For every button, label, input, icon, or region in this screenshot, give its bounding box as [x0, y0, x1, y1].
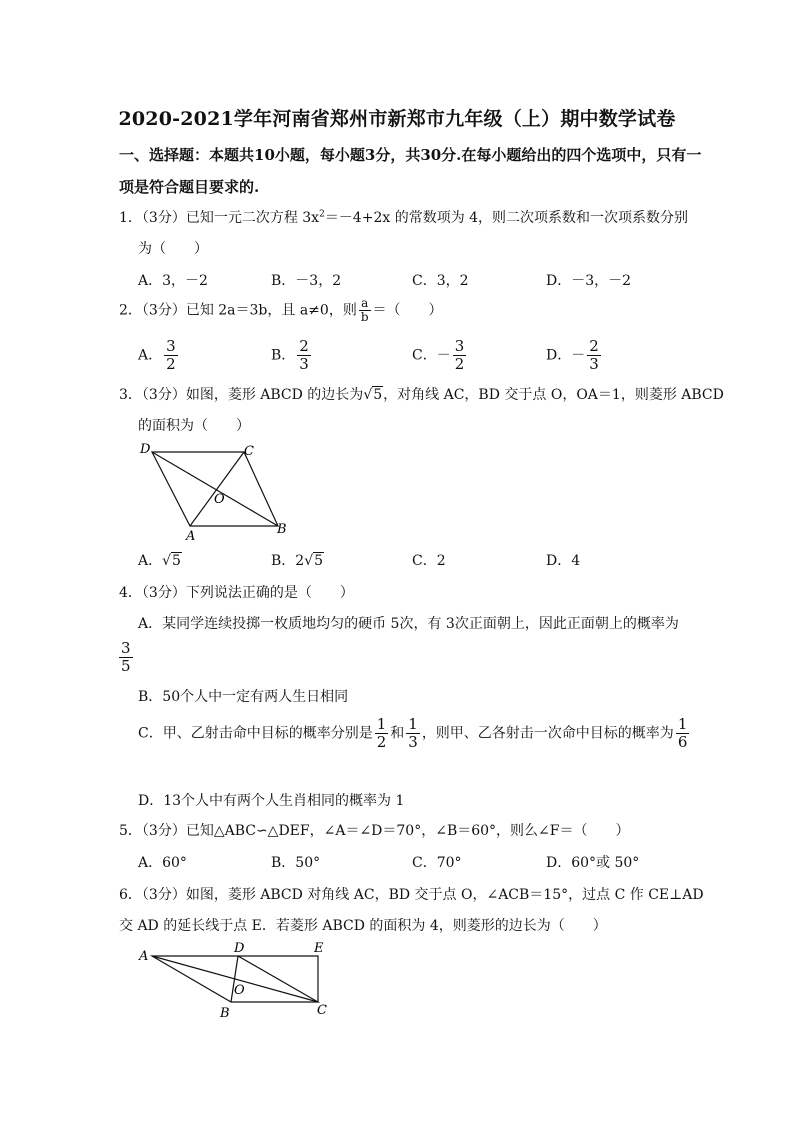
question-6-stem: 6．（3分）如图，菱形 ABCD 对角线 AC，BD 交于点 O，∠ACB＝15°，过点 C 作 CE⊥AD: [119, 887, 704, 903]
page-title: 2020-2021学年河南省郑州市新郑市九年级（上）期中数学试卷: [118, 108, 676, 130]
label-e: E: [314, 941, 324, 956]
question-1-option-b: B．－3，2: [271, 273, 342, 289]
question-4-option-b: B．50个人中一定有两人生日相同: [138, 689, 349, 705]
question-3-option-d: D．4: [546, 553, 581, 569]
label-o: O: [234, 983, 245, 998]
question-2-stem: 2．（3分）已知 2a＝3b，且 a≠0，则 $\frac{a}{b}$ ＝（ ）: [119, 296, 443, 324]
diagonal-ca: [190, 452, 244, 526]
question-3-stem: 3．（3分）如图，菱形 ABCD 的边长为√5，对角线 AC，BD 交于点 O，OA＝1，则菱形 ABCD: [119, 387, 724, 403]
question-3-option-a: A．√5: [138, 553, 181, 569]
label-c: C: [317, 1003, 327, 1018]
question-5-option-b: B．50°: [271, 855, 321, 871]
question-4-option-d: D．13个人中有两个人生肖相同的概率为 1: [138, 793, 405, 809]
question-1-option-d: D．－3，－2: [546, 273, 632, 289]
question-5-option-d: D．60°或 50°: [546, 855, 640, 871]
question-3-stem-cont: 的面积为（ ）: [138, 418, 250, 434]
label-d: D: [234, 941, 245, 956]
question-1-stem: 1．（3分）已知一元二次方程 $3x^2=-4+2x$ 的常数项为 4，则二次项系数和一次项系数分别: [119, 209, 689, 226]
question-6-stem-cont: 交 AD 的延长线于点 E．若菱形 ABCD 的面积为 4，则菱形的边长为（ ）: [119, 918, 607, 934]
question-4-option-a-fraction: $\frac{3}{5}$: [121, 639, 131, 675]
label-o: O: [214, 492, 225, 507]
question-2-option-c: C．－ $\frac{3}{2}$: [412, 337, 465, 373]
question-5-stem: 5．（3分）已知△ABC∽△DEF，∠A＝∠D＝70°，∠B＝60°，则么∠F＝（ ）: [119, 823, 630, 839]
question-2-option-a: A． $\frac{3}{2}$: [138, 337, 176, 373]
section-heading-line2: 项是符合题目要求的.: [119, 178, 260, 196]
question-2-option-d: D．－ $\frac{2}{3}$: [546, 337, 599, 373]
question-2-option-b: B． $\frac{2}{3}$: [271, 337, 309, 373]
question-1-option-a: A．3，－2: [138, 273, 208, 289]
rhombus-figure-q3: [136, 440, 296, 544]
question-4-option-a: A．某同学连续投掷一枚质地均匀的硬币 5次，有 3次正面朝上，因此正面朝上的概率为: [138, 616, 679, 632]
question-3-option-b: B．2√5: [271, 553, 324, 569]
label-b: B: [277, 522, 287, 537]
rhombus-figure-q6: [136, 938, 336, 1022]
label-d: D: [140, 442, 151, 457]
question-5-option-c: C．70°: [412, 855, 462, 871]
section-heading-line1: 一、选择题：本题共10小题，每小题3分，共30分.在每小题给出的四个选项中，只有一: [119, 146, 702, 164]
question-4-stem: 4．（3分）下列说法正确的是（ ）: [119, 585, 354, 601]
question-5-option-a: A．60°: [138, 855, 187, 871]
label-a: A: [186, 529, 196, 544]
question-3-option-c: C．2: [412, 553, 446, 569]
label-a: A: [139, 949, 149, 964]
label-c: C: [244, 444, 254, 459]
question-1-stem-cont: 为（ ）: [138, 241, 208, 257]
label-b: B: [220, 1006, 230, 1021]
question-4-option-c: C．甲、乙射击命中目标的概率分别是 $\frac{1}{2}$ 和 $\frac{1}{3}$ ，则甲、乙各射击一次命中目标的概率为 $\frac{1}{6}$: [138, 715, 688, 751]
question-1-option-c: C．3，2: [412, 273, 469, 289]
